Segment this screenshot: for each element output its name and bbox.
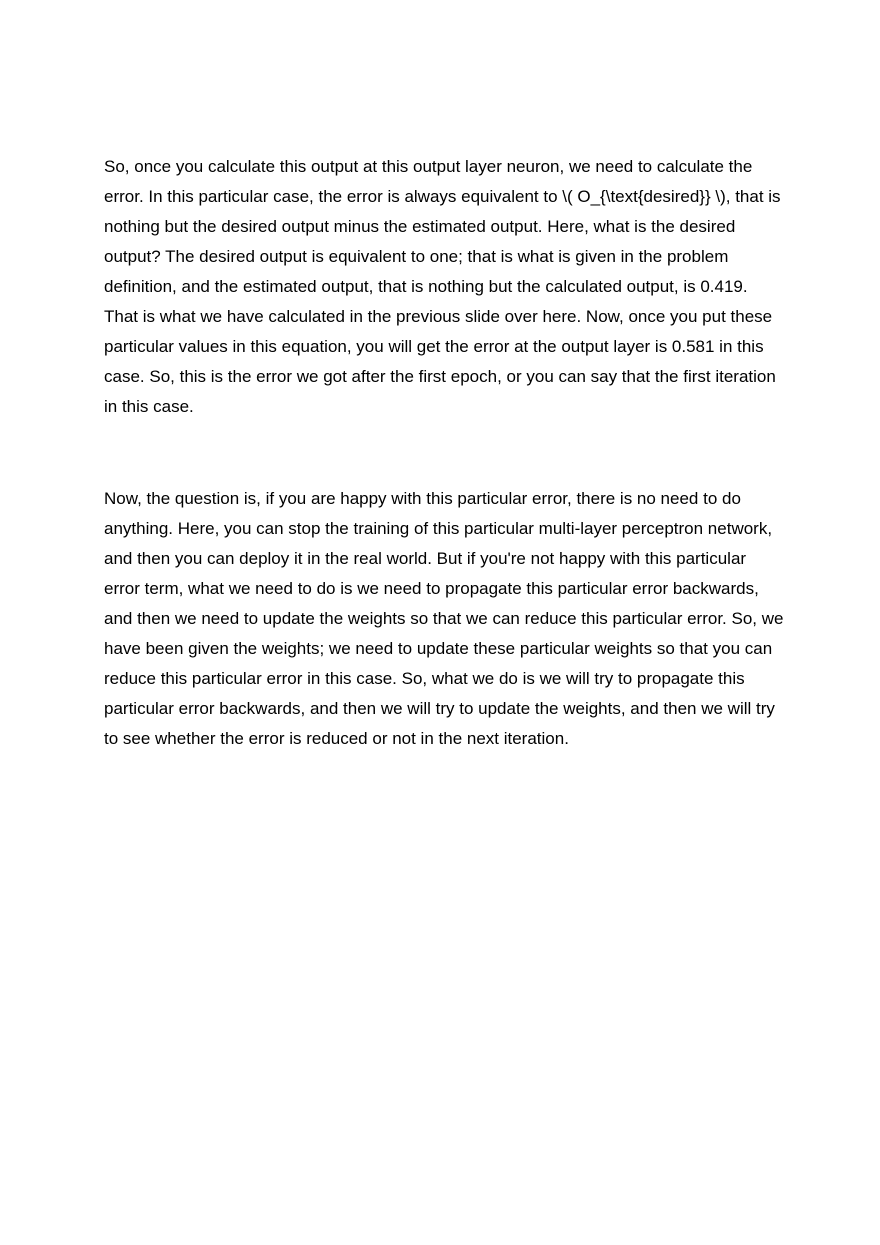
paragraph-error-calculation: So, once you calculate this output at this output layer neuron, we need to calculate the error. In this particular case, the error is always equivalent to \( O_{\text{desired}} \), that is nothing but the desired output minus the estimated output. Here, what is the desired output? The desired output is equivalent to one; that is what is given in the problem definition, and the estimated output, that is nothing but the calculated output, is 0.419. That is what we have calculated in the previous slide over here. Now, once you put these particular values in this equation, you will get the error at the output layer is 0.581 in this case. So, this is the error we got after the first epoch, or you can say that the first iteration in this case.: [104, 157, 781, 416]
paragraph-backpropagation: Now, the question is, if you are happy with this particular error, there is no need to do anything. Here, you can stop the training of this particular multi-layer perceptron network, and then you can deploy it in the real world. But if you're not happy with this particular error term, what we need to do is we need to propagate this particular error backwards, and then we need to update the weights so that we can reduce this particular error. So, we have been given the weights; we need to update these particular weights so that you can reduce this particular error in this case. So, what we do is we will try to propagate this particular error backwards, and then we will try to update the weights, and then we will try to see whether the error is reduced or not in the next iteration.: [104, 489, 784, 748]
